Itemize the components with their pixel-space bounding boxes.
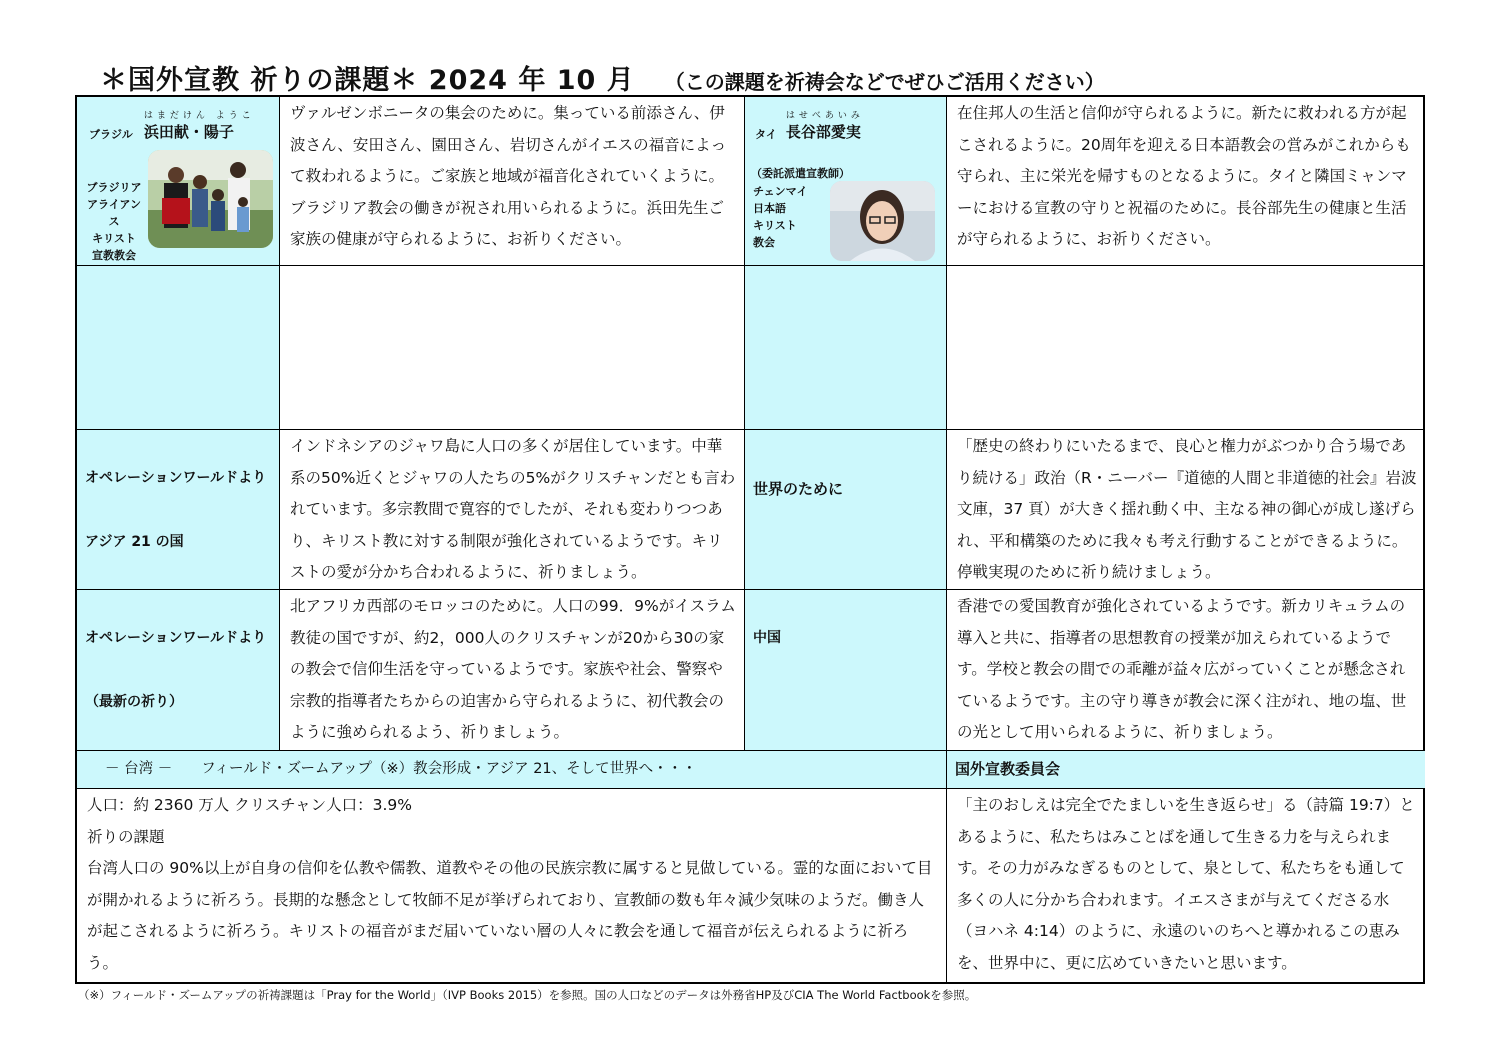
brazil-name: 浜田献・陽子 [143,123,234,141]
footnote: （※）フィールド・ズームアップの祈祷課題は「Pray for the World」（IVP Books 2015）を参照。国の人口などのデータは外務省HP及びCIA The World Factbookを参照。 [78,988,977,1002]
brazil-ruby: はまだけん ようこ [143,111,255,121]
thailand-label-cell [745,97,947,266]
latest-label-line1: オペレーションワールドより [85,630,267,646]
china-prayer-text: 香港での愛国教育が強化されているようです。新カリキュラムの導入と共に、指導者の思想教育の授業が加えられているようです。学校と教会の間での乖離が益々広がっていくことが懸念されているようです。主の守り導きが教会に深く注がれ、地の塩、世の光として用いられるように、祈りましょう。 [947,590,1425,751]
taiwan-population: 人口：約 2360 万人 クリスチャン人口：3.9% [87,796,413,814]
empty-text-cell-right [947,266,1425,430]
thailand-portrait-photo [830,181,935,261]
thailand-church: チェンマイ 日本語 キリスト 教会 [753,185,808,249]
thailand-ruby: はせべあいみ [785,111,864,121]
taiwan-header: － 台湾 － フィールド・ズームアップ（※）教会形成・アジア 21、そして世界へ・・・ [77,751,947,789]
title-sub: （この課題を祈祷会などでぜひご活用ください） [664,70,1105,94]
china-label: 中国 [753,630,781,646]
latest-prayer-text: 北アフリカ西部のモロッコのために。人口の99．9%がイスラム教徒の国ですが、約2，000人のクリスチャンが20から30の家の教会で信仰生活を守っているようです。家族や社会、警察や宗教的指導者たちからの迫害から守られるように、初代教会のように強められるよう、祈りましょう。 [280,590,745,751]
empty-text-cell-left [280,266,745,430]
brazil-country: ブラジル [89,128,133,141]
committee-label: 国外宣教委員会 [947,751,1425,789]
page-title [100,58,1105,94]
brazil-family-photo [148,150,273,248]
world-label-cell [745,430,947,590]
brazil-label-cell [77,97,280,266]
brazil-heading [89,111,255,142]
thailand-heading [755,111,864,142]
taiwan-prayer-text: 台湾人口の 90%以上が自身の信仰を仏教や儒教、道教やその他の民族宗教に属すると見做している。霊的な面において目が開かれるように祈ろう。長期的な懸念として牧師不足が挙げられており、宣教師の数も年々減少気味のようだ。働き人が起こされるように祈ろう。キリストの福音がまだ届いていない層の人々に教会を通して福音が伝えられるように祈ろう。 [87,859,933,972]
taiwan-body [77,789,947,984]
brazil-church: ブラジリア アライアンス キリスト 宣教教会 [86,181,142,262]
brazil-prayer-text: ヴァルゼンボニータの集会のために。集っている前添さん、伊波さん、安田さん、園田さん、岩切さんがイエスの福音によって救われるように。ご家族と地域が福音化されていくように。ブラジリア教会の働きが祝され用いられるように。浜田先生ご家族の健康が守られるように、お祈りください。 [280,97,745,266]
taiwan-subtitle: 祈りの課題 [87,827,165,846]
latest-label-cell [77,590,280,751]
asia-label-cell [77,430,280,590]
asia-prayer-text: インドネシアのジャワ島に人口の多くが居住しています。中華系の50%近くとジャワの人たちの5%がクリスチャンだとも言われています。多宗教間で寛容的でしたが、それも変わりつつあり、キリスト教に対する制限が強化されているようです。キリストの愛が分かち合われるように、祈りましょう。 [280,430,745,590]
empty-label-cell-left [77,266,280,430]
latest-label-line2: （最新の祈り） [85,694,183,710]
title-main: ＊国外宣教 祈りの課題＊ 2024 年 10 月 [100,65,635,96]
committee-text: 「主のおしえは完全でたましいを生き返らせ」る（詩篇 19:7）とあるように、私たちはみことばを通して生きる力を与えられます。その力がみなぎるものとして、泉として、私たちをも通して多くの人に分かち合われます。イエスさまが与えてくださる水（ヨハネ 4:14）のように、永遠のいのちへと導かれるこの恵みを、世界中に、更に広めていきたいと思います。 [957,796,1415,972]
world-label: 世界のために [753,480,844,498]
asia-label-line2: アジア 21 の国 [85,534,184,550]
thailand-role: （委託派遣宣教師） [751,167,850,180]
thailand-prayer-text: 在住邦人の生活と信仰が守られるように。新たに救われる方が起こされるように。20周年を迎える日本語教会の営みがこれからも守られ、主に栄光を帰すものとなるように。タイと隣国ミャンマーにおける宣教の守りと祝福のために。長谷部先生の健康と生活が守られるように、お祈りください。 [947,97,1425,266]
thailand-name: 長谷部愛実 [785,123,861,141]
empty-label-cell-right [745,266,947,430]
thailand-country: タイ [755,128,777,141]
prayer-table [75,95,1425,984]
world-prayer-text: 「歴史の終わりにいたるまで、良心と権力がぶつかり合う場であり続ける」政治（R・ニーバー『道徳的人間と非道徳的社会』岩波文庫，37 頁）が大きく揺れ動く中、主なる神の御心が成し遂げられ、平和構築のために我々も考え行動することができるように。停戦実現のために祈り続けましょう。 [947,430,1425,590]
china-label-cell [745,590,947,751]
asia-label-line1: オペレーションワールドより [85,470,267,486]
